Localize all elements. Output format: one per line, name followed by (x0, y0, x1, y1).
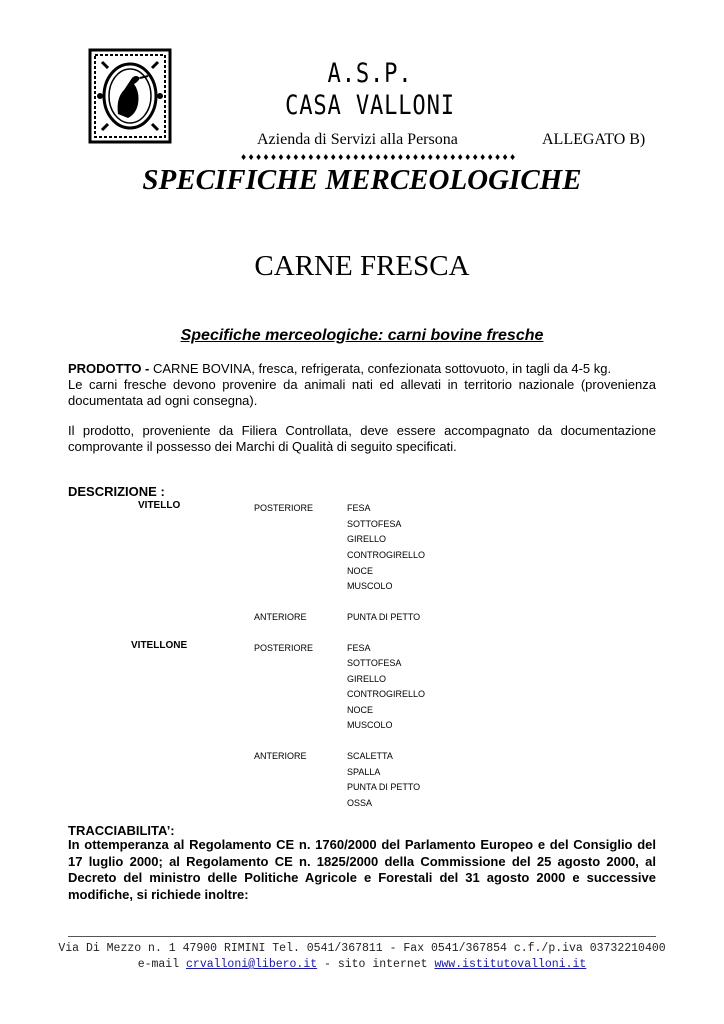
website-link[interactable]: www.istitutovalloni.it (434, 958, 587, 971)
part-label: ANTERIORE (254, 751, 307, 761)
part-label: POSTERIORE (254, 643, 314, 653)
cut-item: SOTTOFESA (347, 658, 402, 668)
cut-item: SPALLA (347, 767, 381, 777)
cut-item: SCALETTA (347, 751, 393, 761)
filiera-paragraph: Il prodotto, proveniente da Filiera Controllata, deve essere accompagnato da documentazione comprovante il possesso dei Marchi di Qualità di seguito specificati. (68, 423, 656, 454)
cut-item: PUNTA DI PETTO (347, 612, 421, 622)
organization-subtitle: Azienda di Servizi alla Persona (257, 131, 458, 148)
organization-logo (88, 48, 172, 144)
animal-vitello: VITELLO (138, 500, 181, 511)
footer-divider (68, 936, 656, 937)
tracciabilita-text: In ottemperanza al Regolamento CE n. 1760/2000 del Parlamento Europeo e del Consiglio del 17 luglio 2000; al Regolamento CE n. 1825/2000 della Commissione del 25 agosto 2000, al Decreto del ministro delle Politiche Agricole e Forestali del 31 agosto 2000 e successive modifiche, si richiede inoltre: (68, 837, 656, 902)
cut-item: FESA (347, 503, 371, 513)
part-label: POSTERIORE (254, 503, 314, 513)
footer-address: Via Di Mezzo n. 1 47900 RIMINI Tel. 0541/367811 - Fax 0541/367854 c.f./p.iva 03732210400 (58, 942, 666, 955)
cut-item: GIRELLO (347, 534, 387, 544)
cut-item: CONTROGIRELLO (347, 550, 426, 560)
cut-item: FESA (347, 643, 371, 653)
prodotto-paragraph (68, 361, 656, 377)
tracciabilita-label: TRACCIABILITA’: (68, 823, 175, 838)
animal-vitellone: VITELLONE (131, 640, 188, 651)
site-prefix: - sito internet (324, 958, 428, 971)
email-link[interactable]: crvalloni@libero.it (186, 958, 318, 971)
section-title: Specifiche merceologiche: carni bovine fresche (180, 327, 544, 344)
product-title: CARNE FRESCA (254, 250, 470, 282)
cut-item: NOCE (347, 705, 374, 715)
prodotto-text: CARNE BOVINA, fresca, refrigerata, confezionata sottovuoto, in tagli da 4-5 kg. (153, 361, 612, 376)
descrizione-label: DESCRIZIONE : (68, 484, 165, 499)
cut-item: MUSCOLO (347, 581, 393, 591)
prodotto-label: PRODOTTO - (68, 361, 150, 376)
document-title: SPECIFICHE MERCEOLOGICHE (142, 164, 582, 196)
organization-acronym: A.S.P. (327, 58, 413, 89)
cut-item: NOCE (347, 566, 374, 576)
attachment-label: ALLEGATO B) (542, 131, 646, 148)
cut-item: GIRELLO (347, 674, 387, 684)
decorative-diamond-rule: ♦♦♦♦♦♦♦♦♦♦♦♦♦♦♦♦♦♦♦♦♦♦♦♦♦♦♦♦♦♦♦♦♦♦♦♦♦ (240, 153, 517, 162)
cut-item: SOTTOFESA (347, 519, 402, 529)
email-prefix: e-mail (137, 958, 180, 971)
cut-item: OSSA (347, 798, 373, 808)
footer-contacts (0, 958, 724, 971)
organization-name: CASA VALLONI (285, 90, 455, 121)
provenance-paragraph: Le carni fresche devono provenire da animali nati ed allevati in territorio nazionale (provenienza documentata ad ogni consegna). (68, 377, 656, 408)
cut-item: PUNTA DI PETTO (347, 782, 421, 792)
part-label: ANTERIORE (254, 612, 307, 622)
cut-item: CONTROGIRELLO (347, 689, 426, 699)
cut-item: MUSCOLO (347, 720, 393, 730)
